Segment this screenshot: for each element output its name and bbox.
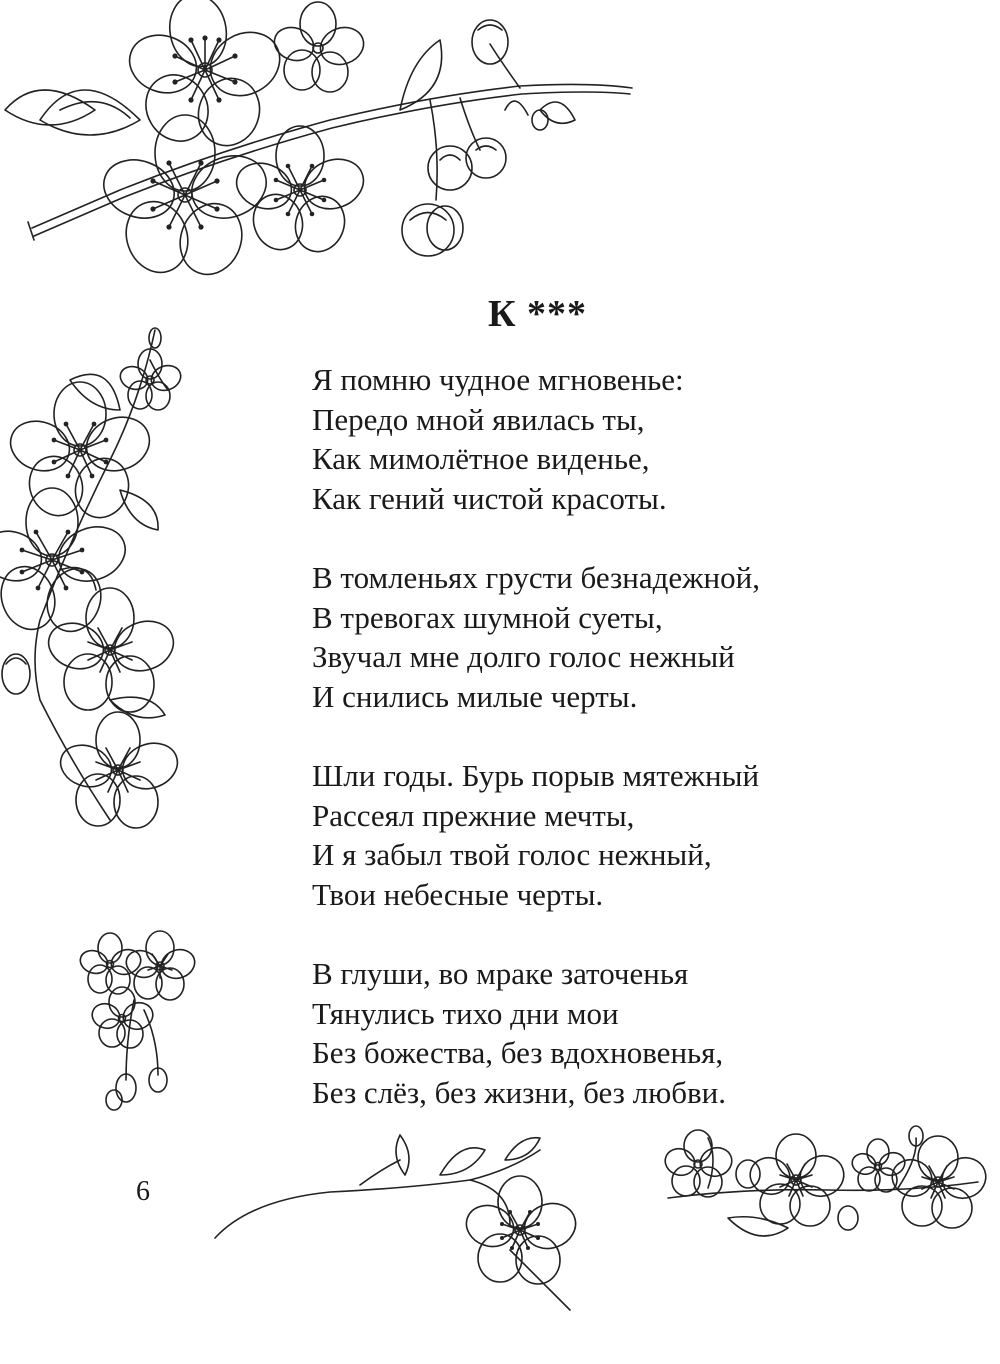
poem-line: Шли годы. Бурь порыв мятежный xyxy=(312,758,760,793)
stanza xyxy=(312,360,760,518)
stanza xyxy=(312,756,760,914)
poem-line: В глуши, во мраке заточенья xyxy=(312,956,689,991)
stanza xyxy=(312,558,760,716)
poem-line: Я помню чудное мгновенье: xyxy=(312,362,684,397)
poem-line: Без слёз, без жизни, без любви. xyxy=(312,1074,726,1110)
bottom-blossom-sprig-illustration xyxy=(210,1130,630,1320)
poem-line: И снились милые черты. xyxy=(312,678,638,714)
poem-line: Рассеял прежние мечты, xyxy=(312,797,635,833)
poem-line: В тревогах шумной суеты, xyxy=(312,599,663,635)
poem-body xyxy=(312,360,760,1152)
stanza xyxy=(312,954,760,1112)
poem-line: Твои небесные черты. xyxy=(312,876,604,912)
poem-line: Передо мной явилась ты, xyxy=(312,401,645,437)
left-blossom-garland-illustration xyxy=(0,320,200,850)
page-number: 6 xyxy=(136,1176,150,1207)
top-blossom-branch-illustration xyxy=(0,0,640,300)
poem-line: Как мимолётное виденье, xyxy=(312,441,650,476)
poem-line: Как гений чистой красоты. xyxy=(312,480,667,516)
small-blossom-cluster-illustration xyxy=(74,930,204,1110)
poem-line: И я забыл твой голос нежный, xyxy=(312,837,712,872)
poem-line: Звучал мне долго голос нежный xyxy=(312,639,735,674)
poem-title: К *** xyxy=(487,293,588,335)
poem-line: Тянулись тихо дни мои xyxy=(312,995,619,1031)
poem-line: В томленьях грусти безнадежной, xyxy=(312,560,760,595)
poem-line: Без божества, без вдохновенья, xyxy=(312,1035,724,1070)
